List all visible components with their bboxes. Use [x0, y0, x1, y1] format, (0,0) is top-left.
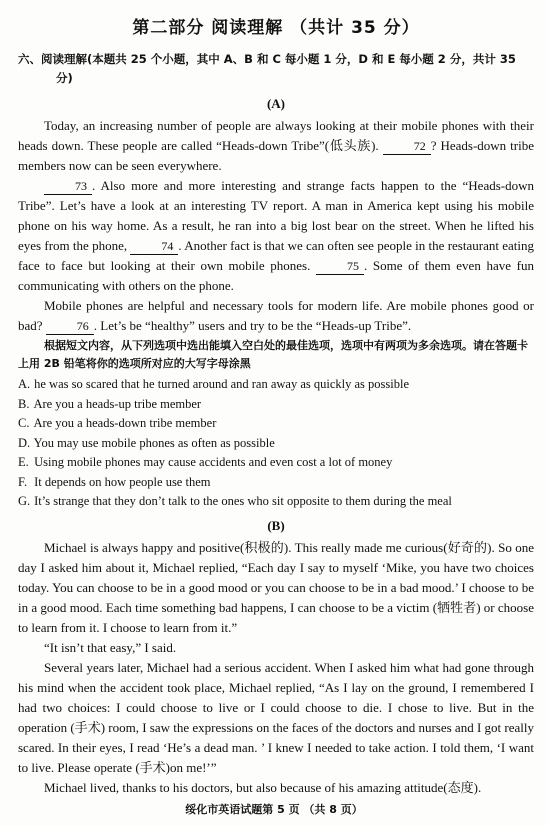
- chinese-instruction: 根据短文内容，从下列选项中选出能填入空白处的最佳选项，选项中有两项为多余选项。请在答题卡上用 2B 铅笔将你的选项所对应的大写字母涂黑: [18, 339, 528, 370]
- option-key: C.: [18, 416, 30, 430]
- option-d: [18, 434, 534, 454]
- passage-b-paragraph-1: Michael is always happy and positive(积极的). This really made me curious(好奇的). So one day I asked him about it, Michael replied, “Each day I say to myself ‘Mike, you have two choices today. You can choose to be in a good mood or you can choose to be in a bad mood.’ I choose to be in a good mood. Each time something bad happens, I can choose to be a victim (牺牲者) or choose to learn from it. I choose to learn from it.”: [18, 539, 534, 635]
- blank-73: 73: [44, 179, 92, 195]
- blank-74: 74: [130, 239, 178, 255]
- option-text: It depends on how people use them: [34, 474, 211, 489]
- option-key: G.: [18, 494, 31, 508]
- option-text: Using mobile phones may cause accidents and even cost a lot of money: [34, 455, 393, 469]
- passage-text: Mobile phones are helpful and necessary tools for modern life. Are mobile phones good or bad?: [18, 298, 534, 333]
- passage-b-paragraph-3: Several years later, Michael had a serious accident. When I asked him what had gone through his mind when the accident took place, Michael replied, “As I lay on the ground, I remembered I had two choices: I could choose to live or I could choose to die. I chose to live. But in the operation (手术) room, I saw the expressions on the faces of the doctors and nurses and I got really scared. In their eyes, I read ‘He’s a dead man. ’ I knew I needed to take action. I told them, ‘I want to live. Please operate (手术)on me!’”: [18, 659, 534, 775]
- passage-a-heading: (A): [266, 96, 286, 111]
- option-key: F.: [18, 474, 28, 489]
- passage-text: Today, an increasing number of people are always looking at their mobile phones with their heads down. These people are called “Heads-down Tribe”(低头族).: [18, 118, 534, 153]
- option-e: [18, 453, 534, 473]
- page-footer: 绥化市英语试题第 5 页 （共 8 页）: [185, 803, 363, 816]
- passage-b-paragraph-4: Michael lived, thanks to his doctors, but also because of his amazing attitude(态度).: [44, 779, 482, 795]
- passage-text: . Let’s be “healthy” users and try to be the “Heads-up Tribe”.: [93, 318, 412, 333]
- section-instructions: 六、阅读理解(本题共 25 个小题，其中 A、B 和 C 每小题 1 分，D 和 E 每小题 2 分，共计 35 分): [18, 52, 516, 85]
- passage-a-paragraph-3: [18, 296, 534, 336]
- part-title: 第二部分 阅读理解 （共计 35 分）: [132, 18, 420, 38]
- option-b: [18, 395, 534, 415]
- option-a: [18, 375, 534, 395]
- passage-a-paragraph-2: [18, 176, 534, 296]
- option-text: It’s strange that they don’t talk to the ones who sit opposite to them during the meal: [34, 494, 452, 508]
- option-text: You may use mobile phones as often as possible: [33, 435, 275, 450]
- option-key: E.: [18, 455, 29, 469]
- option-key: D.: [18, 435, 31, 450]
- option-text: Are you a heads-down tribe member: [33, 416, 217, 430]
- option-key: B.: [18, 396, 30, 411]
- passage-text: . Another fact is that we can often see people in the restaurant eating face to face but looking at their own mobile phones.: [18, 238, 534, 273]
- passage-text: ? Heads-down tribe members now can be seen everywhere.: [18, 138, 534, 173]
- blank-76: 76: [46, 319, 94, 335]
- passage-b-paragraph-2: “It isn’t that easy,” I said.: [44, 639, 177, 655]
- option-key: A.: [18, 377, 31, 391]
- passage-a-paragraph-1: [18, 116, 534, 176]
- option-text: Are you a heads-up tribe member: [33, 396, 202, 411]
- option-c: [18, 414, 534, 434]
- option-f: [18, 473, 534, 493]
- passage-b-heading: (B): [267, 517, 285, 533]
- option-g: [18, 492, 534, 512]
- passage-text: . Also more and more interesting and strange facts happen to the “Heads-down Tribe”. Let’s have a look at an interesting TV report. A man in America kept using his mobile phone on his way home. As a result, he ran into a big lost bear on the street. When he lifted his eyes from the phone,: [18, 178, 534, 253]
- blank-75: 75: [316, 259, 364, 275]
- option-list: [18, 375, 534, 512]
- option-text: he was so scared that he turned around and ran away as quickly as possible: [34, 377, 410, 391]
- passage-text: . Some of them even have fun communicating with others on the phone.: [18, 258, 534, 293]
- blank-72: 72: [383, 139, 431, 155]
